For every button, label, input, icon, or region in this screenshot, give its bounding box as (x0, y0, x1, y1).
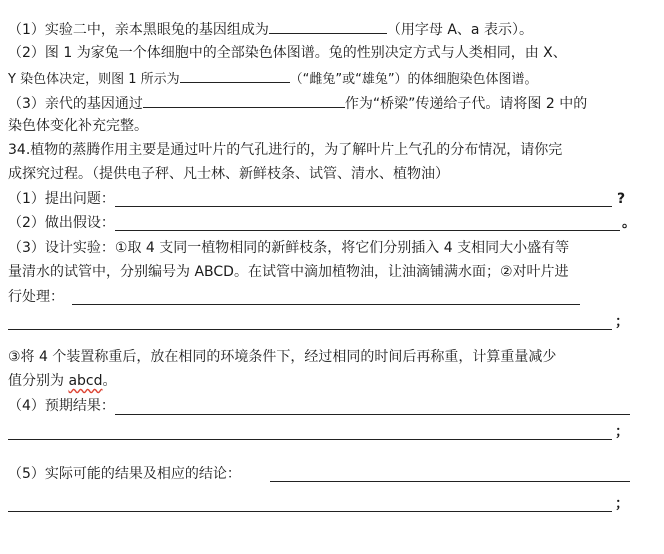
q34-p1-question-mark: ? (617, 191, 626, 207)
q34-p4-answer-line-1[interactable] (115, 414, 630, 415)
q34-line-1: 34.植物的蒸腾作用主要是通过叶片的气孔进行的，为了解叶片上气孔的分布情况，请你完 (8, 142, 563, 158)
q34-p3-abcd: abcd (68, 373, 103, 389)
q1-line (8, 18, 533, 38)
q34-p5-semicolon: ； (615, 496, 629, 512)
q34-p3-line-4: ③将 4 个装置称重后，放在相同的环境条件下，经过相同的时间后再称重，计算重量减少 (8, 349, 557, 365)
q1-text-before: （1）实验二中，亲本黑眼兔的基因组成为 (8, 22, 269, 38)
q34-p1-answer-line[interactable] (115, 206, 612, 207)
q3-text-before: （3）亲代的基因通过 (8, 96, 143, 112)
q34-p4-label: （4）预期结果： (8, 398, 115, 414)
q34-p2-period: 。 (622, 215, 636, 231)
q34-p3-line-5 (8, 371, 117, 391)
q34-p3-line-3: 行处理： (8, 289, 64, 305)
q3-text-after: 作为“桥梁”传递给子代。请将图 2 中的 (344, 96, 588, 112)
q34-p3-answer-line-2[interactable] (8, 329, 612, 330)
q34-p3-semicolon: ； (615, 314, 629, 330)
q3-line-1 (8, 92, 587, 112)
q34-p5-label: （5）实际可能的结果及相应的结论： (8, 466, 241, 482)
q34-p2-answer-line[interactable] (115, 230, 620, 231)
q2-line-1: （2）图 1 为家兔一个体细胞中的全部染色体图谱。兔的性别决定方式与人类相同，由 X、 (8, 45, 567, 61)
q34-p4-answer-line-2[interactable] (8, 439, 612, 440)
q34-p1-label: （1）提出问题： (8, 191, 115, 207)
q34-p3-line-2: 量清水的试管中，分别编号为 ABCD。在试管中滴加植物油，让油滴铺满水面；②对叶片进 (8, 264, 569, 280)
q1-text-after: （用字母 A、a 表示）。 (386, 22, 533, 38)
q3-line-2: 染色体变化补充完整。 (8, 118, 148, 134)
q3-answer-blank[interactable] (143, 92, 345, 108)
q34-p5-answer-line-2[interactable] (8, 511, 612, 512)
q34-p2-label: （2）做出假设： (8, 215, 115, 231)
q2-text-before: Y 染色体决定，则图 1 所示为 (8, 72, 180, 87)
q2-text-after: （“雌兔”或“雄兔”）的体细胞染色体图谱。 (289, 72, 538, 87)
q2-answer-blank[interactable] (180, 67, 290, 83)
q34-p3-answer-line-1[interactable] (72, 304, 580, 305)
q2-line-2 (8, 67, 538, 87)
q34-p5-answer-line-1[interactable] (270, 481, 630, 482)
q34-line-2: 成探究过程。（提供电子秤、凡士林、新鲜枝条、试管、清水、植物油） (8, 166, 449, 182)
q34-p4-semicolon: ； (615, 424, 629, 440)
q34-p3-line-1: （3）设计实验：①取 4 支同一植物相同的新鲜枝条，将它们分别插入 4 支相同大小盛有等 (8, 240, 570, 256)
q1-answer-blank[interactable] (269, 18, 387, 34)
q34-p3-line5-before: 值分别为 (8, 373, 69, 389)
q34-p3-line5-after: 。 (102, 373, 117, 389)
